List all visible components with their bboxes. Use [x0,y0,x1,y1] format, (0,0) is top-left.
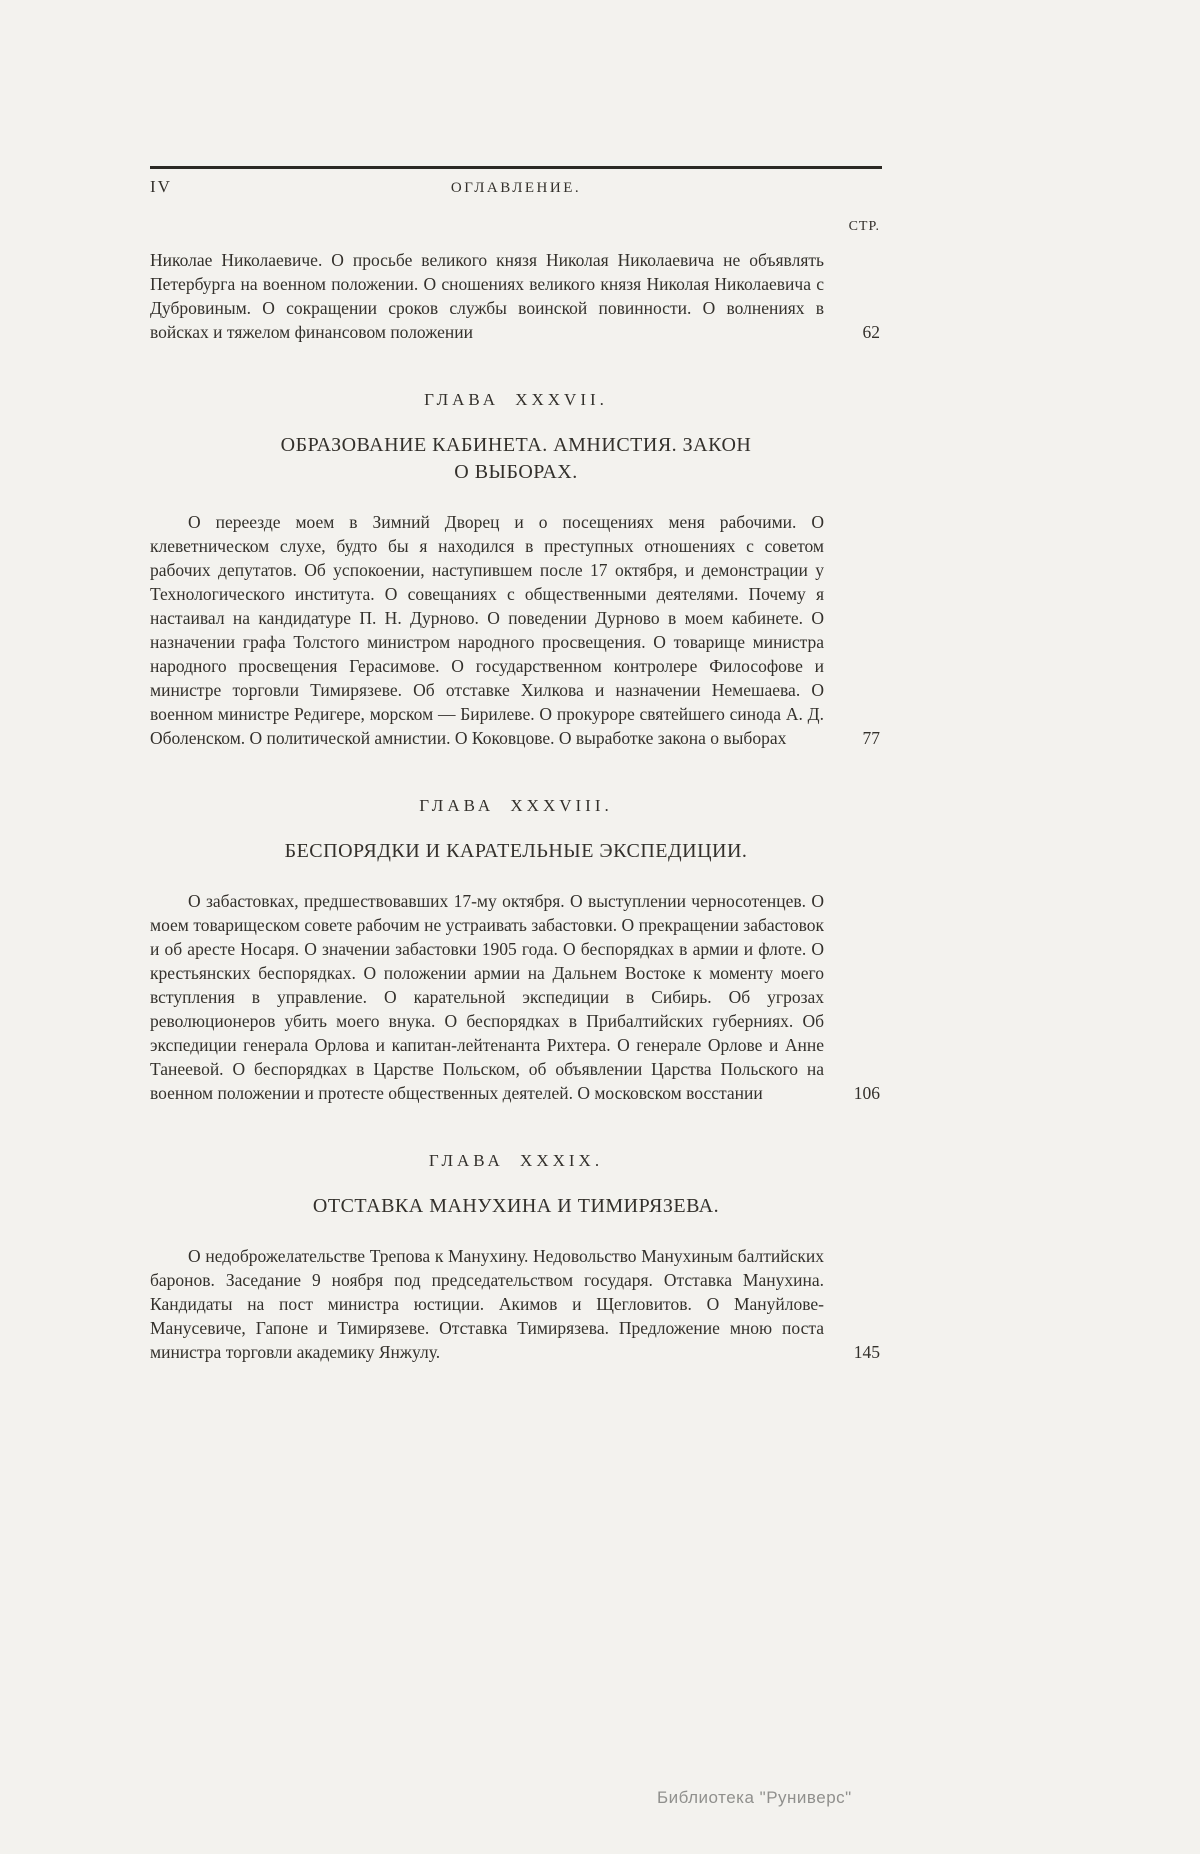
page-content [150,166,882,1364]
chapter-title-line: БЕСПОРЯДКИ И КАРАТЕЛЬНЫЕ ЭКСПЕДИЦИИ. [284,840,748,862]
chapter-title [150,838,882,865]
toc-page-number: 77 [862,728,880,748]
running-head [150,177,882,197]
chapter-heading: ГЛАВА XXXIX. [428,1151,604,1170]
toc-entry-text: О переезде моем в Зимний Дворец и о посещениях меня рабочими. О клеветническом слухе, будто бы я находился в преступных отношениях с советом рабочих депутатов. Об успокоении, наступившем после 17 октября, и демонстрации у Технологического института. О совещаниях с общественными деятелями. Почему я настаивал на кандидатуре П. Н. Дурново. О поведении Дурново в моем кабинете. О назначении графа Толстого министром народного просвещения. О товарище министра народного просвещения Герасимове. О государственном контролере Философове и министре торговли Тимирязеве. Об отставке Хилкова и назначении Немешаева. О военном министре Редигере, морском — Бирилеве. О прокуроре святейшего синода А. Д. Оболенском. О политической амнистии. О Коковцове. О выработке закона о выборах [150,512,824,748]
chapter-heading: ГЛАВА XXXVIII. [419,796,613,815]
toc-entry-text: Николае Николаевиче. О просьбе великого князя Николая Николаевича не объявлять Петербурга на военном положении. О сношениях великого князя Николая Николаевича с Дубровиным. О сокращении сроков службы воинской повинности. О волнениях в войсках и тяжелом финансовом положении [150,250,824,342]
toc-entry-chapter-38 [150,796,882,1105]
toc-paragraph [150,1244,882,1364]
toc-paragraph [150,510,882,750]
page-column-label: СТР. [848,219,880,234]
toc-paragraph [150,248,882,344]
toc-paragraph [150,889,882,1105]
toc-entry-text: О забастовках, предшествовавших 17-му октября. О выступлении черносотенцев. О моем товарищеском совете рабочим не устраивать забастовки. О прекращении забастовок и об аресте Носаря. О значении забастовки 1905 года. О беспорядках в армии и флоте. О крестьянских беспорядках. О положении армии на Дальнем Востоке к моменту моего вступления в управление. О карательной экспедиции в Сибирь. Об угрозах революционеров убить моего внука. О беспорядках в Прибалтийских губерниях. Об экспедиции генерала Орлова и капитан-лейтенанта Рихтера. О генерале Орлове и Анне Танеевой. О беспорядках в Царстве Польском, об объявлении Царства Польского на военном положении и протесте общественных деятелей. О московском восстании [150,891,824,1103]
toc-entry-chapter-37 [150,390,882,750]
page-header-title: ОГЛАВЛЕНИЕ. [450,180,582,196]
chapter-title-line: О ВЫБОРАХ. [454,461,578,483]
chapter-title [150,1193,882,1220]
chapter-heading: ГЛАВА XXXVII. [424,390,608,409]
watermark: Библиотека "Руниверс" [657,1788,852,1807]
toc-entry-chapter-39 [150,1151,882,1364]
chapter-title [150,432,882,486]
toc-entry-text: О недоброжелательстве Трепова к Манухину. Недовольство Манухиным балтийских баронов. Заседание 9 ноября под председательством государя. Отставка Манухина. Кандидаты на пост министра юстиции. Акимов и Щегловитов. О Мануйлове-Манусевиче, Гапоне и Тимирязеве. Отставка Тимирязева. Предложение мною поста министра торговли академику Янжулу. [150,1246,824,1362]
toc-entry-continuation [150,248,882,344]
toc-page-number: 106 [853,1083,880,1103]
folio-number: IV [150,177,172,196]
chapter-title-line: ОБРАЗОВАНИЕ КАБИНЕТА. АМНИСТИЯ. ЗАКОН [280,434,752,456]
toc-page-number: 62 [862,322,880,342]
header-rule [150,166,882,169]
toc-page-number: 145 [853,1342,880,1362]
chapter-title-line: ОТСТАВКА МАНУХИНА И ТИМИРЯЗЕВА. [312,1195,720,1217]
